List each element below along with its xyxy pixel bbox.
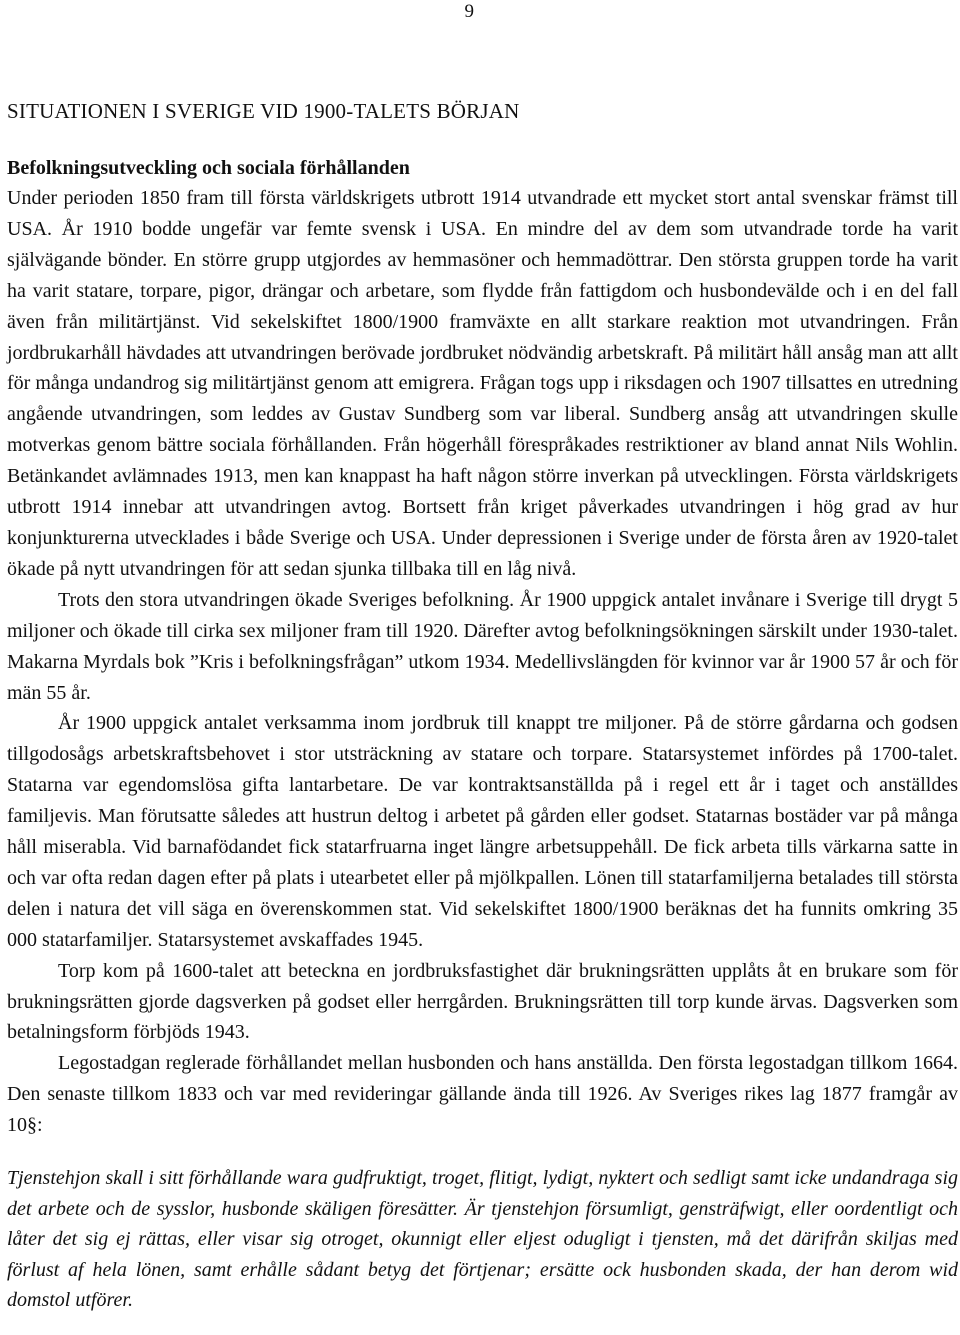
paragraph-legostadgan: Legostadgan reglerade förhållandet mellan husbonden och hans anställda. Den första legostadgan tillkom 1664. Den senaste tillkom 1833 och var med revideringar gällande ända till 1926. Av Sveriges rikes lag 1877 framgår av 10§: [7, 1052, 958, 1137]
page-title: SITUATIONEN I SVERIGE VID 1900-TALETS BÖRJAN [7, 99, 520, 123]
paragraph-emigration: Under perioden 1850 fram till första världskrigets utbrott 1914 utvandrade ett mycket stort antal svenskar främst till USA. År 1910 bodde ungefär var femte svensk i USA. En mindre del av dem som utvandrade torde ha varit självägande bönder. En större grupp utgjordes av hemmasöner och hemmadöttrar. Den största gruppen torde ha varit ha varit statare, torpare, pigor, drängar och arbetare, som flydde från fattigdom och husbondevälde och i en del fall även från militärtjänst. Vid sekelskiftet 1800/1900 framväxte en allt starkare reaktion mot utvandringen. Från jordbrukarhåll hävdades att utvandringen berövade jordbruket nödvändig arbetskraft. På militärt håll ansåg man att allt för många undandrog sig militärtjänst genom att emigrera. Frågan togs upp i riksdagen och 1907 tillsattes en utredning angående utvandringen, som leddes av Gustav Sundberg som var liberal. Sundberg ansåg att utvandringen skulle motverkas genom bättre sociala förhållanden. Från högerhåll förespråkades restriktioner av bland annat Nils Wohlin. Betänkandet avlämnades 1913, men kan knappast ha haft någon större inverkan på utvecklingen. Första världskrigets utbrott 1914 innebar att utvandringen avtog. Bortsett från kriget påverkades utvandringen i hög grad av hur konjunkturerna utvecklades i både Sverige och USA. Under depressionen i Sverige under de första åren av 1920-talet ökade på nytt utvandringen för att sedan sjunka tillbaka till en låg nivå. [7, 187, 958, 580]
paragraph-statare: År 1900 uppgick antalet verksamma inom jordbruk till knappt tre miljoner. På de större gårdarna och godsen tillgodosågs arbetskraftsbehovet i stor utsträckning av statare och torpare. Statarsystemet infördes på 1700-talet. Statarna var egendomslösa gifta lantarbetare. De var kontraktsanställda på i regel ett år i taget och anställdes familjevis. Man förutsatte således att hustrun deltog i arbetet på gården eller godset. Statarnas bostäder var på många håll miserabla. Vid barnafödandet fick statarfruarna inget längre arbetsuppehåll. De fick arbeta tills värkarna satte in och var ofta redan dagen efter på plats i utearbetet eller på mjölkpallen. Lönen till statarfamiljerna betalades till största delen i natura det vill säga en överenskommen stat. Vid sekelskiftet 1800/1900 beräknas det ha funnits omkring 35 000 statarfamiljer. Statarsystemet avskaffades 1945. [7, 712, 958, 951]
paragraph-population: Trots den stora utvandringen ökade Sveriges befolkning. År 1900 uppgick antalet invånare i Sverige till drygt 5 miljoner och ökade till cirka sex miljoner fram till 1920. Därefter avtog befolkningsökningen särskilt under 1930-talet. Makarna Myrdals bok ”Kris i befolkningsfrågan” utkom 1934. Medellivslängden för kvinnor var år 1900 57 år och för män 55 år. [7, 588, 958, 704]
paragraph-torp: Torp kom på 1600-talet att beteckna en jordbruksfastighet där brukningsrätten upplåts åt en brukare som för brukningsrätten gjorde dagsverken på godset eller herrgården. Brukningsrätten till torp kunde ärvas. Dagsverken som betalningsform förbjöds 1943. [7, 959, 958, 1044]
law-quote: Tjenstehjon skall i sitt förhållande wara gudfruktigt, troget, flitigt, lydigt, nyktert och sedligt samt icke undandraga sig det arbete och de sysslor, husbonde skäligen föresätter. Är tjenstehjon försumligt, gensträfwigt, eller oordentligt och låter det sig ej rättas, eller visar sig otroget, okunnigt eller eljest odugligt i tjensten, må det därifrån skiljas med förlust af hela lönen, samt erhålle sådant betyg det förtjenar; ersätte ock husbonden skada, der han derom wid domstol utförer. [7, 1167, 958, 1312]
section-heading: Befolkningsutveckling och sociala förhållanden [7, 157, 410, 179]
page-number: 9 [464, 1, 474, 22]
body-content [7, 153, 958, 1141]
